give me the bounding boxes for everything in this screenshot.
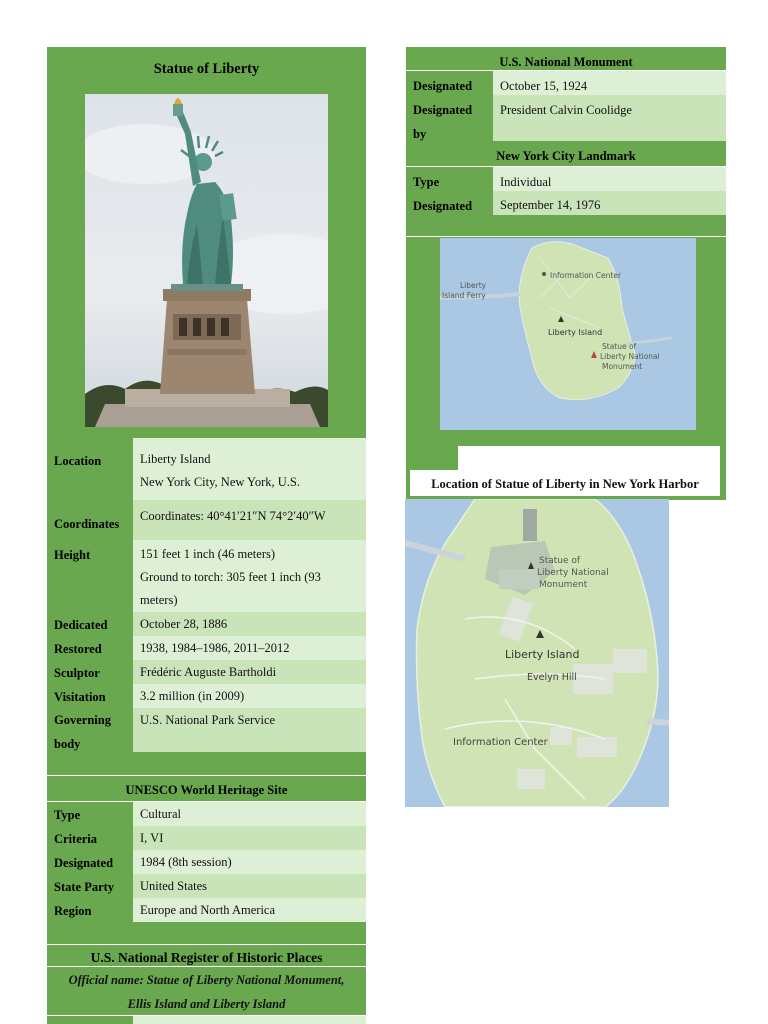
row-label-dedicated: Dedicated [47, 612, 133, 636]
liberty-island-map [440, 238, 696, 430]
unesco-value-type: Cultural [133, 802, 366, 826]
unesco-label-criteria: Criteria [47, 826, 133, 850]
nrhp-partial-row [133, 1016, 366, 1024]
monument-header: U.S. National Monument [406, 51, 726, 71]
zoom-label-statue-1: Statue of [539, 556, 581, 566]
spacer [47, 775, 366, 776]
map-caption: Location of Statue of Liberty in New York Harbor [431, 477, 699, 491]
map-label-statue-1: Statue of [602, 342, 637, 351]
unesco-value-designated: 1984 (8th session) [133, 850, 366, 874]
monument-label-designated-by: Designated by [406, 95, 493, 141]
row-label-sculptor: Sculptor [47, 660, 133, 684]
unesco-header: UNESCO World Heritage Site [47, 779, 366, 801]
map-label-island: Liberty Island [548, 328, 603, 337]
zoom-label-hill: Evelyn Hill [527, 672, 577, 683]
landmark-label-designated: Designated [406, 191, 493, 215]
row-label-coordinates: Coordinates [47, 500, 133, 540]
row-label-height: Height [47, 540, 133, 612]
landmark-label-type: Type [406, 167, 493, 191]
row-value-visitation: 3.2 million (in 2009) [133, 684, 366, 708]
divider [406, 236, 726, 237]
landmark-value-designated: September 14, 1976 [493, 191, 726, 215]
unesco-value-region: Europe and North America [133, 898, 366, 922]
row-value-location: Liberty Island New York City, New York, U.S. [133, 438, 366, 500]
zoom-label-statue-2: Liberty National [537, 568, 609, 578]
row-value-restored: 1938, 1984–1986, 2011–2012 [133, 636, 366, 660]
monument-label-designated: Designated [406, 71, 493, 95]
row-value-dedicated: October 28, 1886 [133, 612, 366, 636]
map-label-statue-3: Monument [602, 362, 643, 371]
row-label-location: Location [47, 438, 133, 500]
map-label-statue-2: Liberty National [600, 352, 660, 361]
row-value-governing-body: U.S. National Park Service [133, 708, 366, 752]
map-label-ferry-1: Liberty [460, 281, 487, 290]
map-label-info: Information Center [550, 271, 622, 280]
map-label-ferry-2: Island Ferry [442, 291, 486, 300]
unesco-value-criteria: I, VI [133, 826, 366, 850]
divider [47, 966, 366, 967]
zoom-label-island: Liberty Island [505, 648, 580, 661]
infobox-title: Statue of Liberty [47, 52, 366, 82]
nrhp-official-name: Official name: Statue of Liberty National Monument, Ellis Island and Liberty Island [68, 973, 345, 1011]
map-caption-box [458, 446, 720, 470]
nrhp-header: U.S. National Register of Historic Places [47, 946, 366, 968]
monument-value-designated-by: President Calvin Coolidge [493, 95, 726, 141]
unesco-label-type: Type [47, 802, 133, 826]
row-label-restored: Restored [47, 636, 133, 660]
liberty-island-zoom-map [405, 499, 669, 807]
row-label-governing-body: Governing body [47, 708, 133, 752]
unesco-label-designated: Designated [47, 850, 133, 874]
unesco-label-region: Region [47, 898, 133, 922]
row-value-coordinates: Coordinates: 40°41′21″N 74°2′40″W [133, 500, 366, 540]
statue-photo [85, 94, 328, 427]
zoom-label-statue-3: Monument [539, 580, 588, 590]
divider [47, 944, 366, 945]
landmark-header: New York City Landmark [406, 145, 726, 165]
row-value-sculptor: Frédéric Auguste Bartholdi [133, 660, 366, 684]
landmark-value-type: Individual [493, 167, 726, 191]
unesco-value-state-party: United States [133, 874, 366, 898]
zoom-label-info: Information Center [453, 737, 548, 748]
unesco-label-state-party: State Party [47, 874, 133, 898]
row-label-visitation: Visitation [47, 684, 133, 708]
row-value-height: 151 feet 1 inch (46 meters) Ground to torch: 305 feet 1 inch (93 meters) [133, 540, 366, 612]
monument-value-designated: October 15, 1924 [493, 71, 726, 95]
